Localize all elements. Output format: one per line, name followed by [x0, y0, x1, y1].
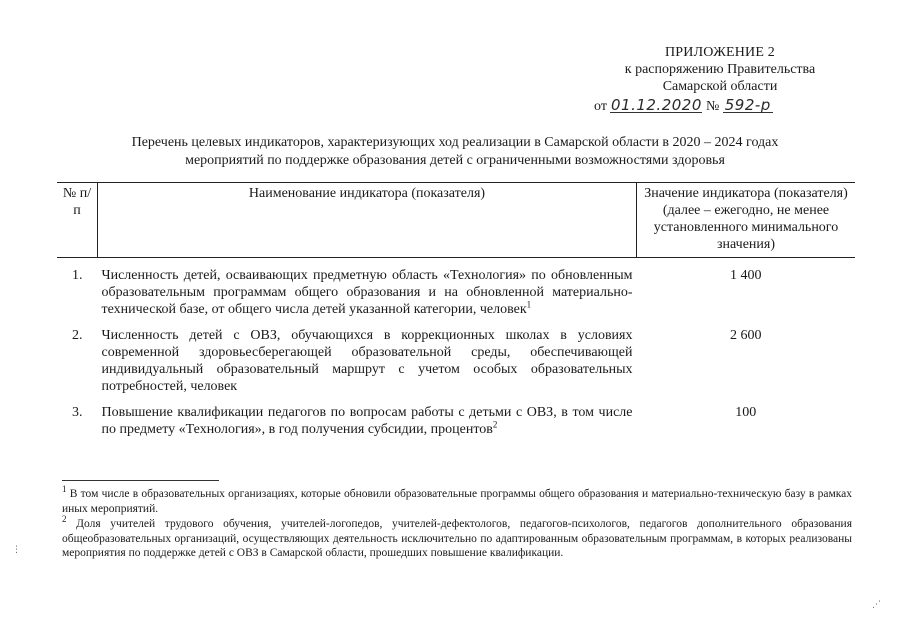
date-prefix: от [594, 99, 607, 114]
indicators-table [57, 182, 855, 447]
table-row [57, 327, 855, 404]
appendix-title: ПРИЛОЖЕНИЕ 2 [664, 45, 776, 60]
row-num: 3. [72, 405, 83, 420]
table-header-row [57, 183, 855, 258]
footnote-2 [62, 514, 852, 561]
scan-corner-mark: ⋰ [872, 600, 881, 610]
scan-margin-mark: ⋮ [12, 545, 21, 555]
row-num: 2. [72, 328, 83, 343]
row-name [98, 327, 637, 404]
row-value: 1 400 [730, 268, 762, 283]
header-name: Наименование индикатора (показателя) [98, 183, 637, 258]
footnote-text: Доля учителей трудового обучения, учителей-логопедов, учителей-дефектологов, педагогов-психологов, педагогов дополнительного образования общеобразовательных организаций, осуществляющих деятельность исключительно по адаптированным образовательным программам, в которых реализованы мероприятия по поддержке детей с ОВЗ в Самарской области, прошедших повышение квалификации. [62, 518, 852, 559]
header-num: № п/п [57, 183, 98, 258]
number-prefix: № [705, 99, 720, 114]
footnote-ref: 1 [526, 299, 532, 310]
row-value: 2 600 [730, 328, 762, 343]
appendix-line2: Самарской области [662, 79, 778, 94]
document-title-line2: мероприятий по поддержке образования детей с ограниченными возможностями здоровья [185, 153, 725, 168]
handwritten-number: 592-р [724, 96, 771, 114]
footnote-separator [62, 480, 219, 481]
footnote-ref: 2 [492, 419, 498, 430]
footnote-text: В том числе в образовательных организациях, которые обновили образовательные программы общего образования и материально-техническую базу в рамках иных мероприятий. [62, 488, 852, 515]
row-name [98, 404, 637, 447]
footnote-marker: 1 [62, 484, 67, 495]
document-title [60, 134, 850, 170]
row-name-text: Численность детей с ОВЗ, обучающихся в коррекционных школах в условиях современной здоровьесберегающей образовательной среды, обеспечивающей индивидуальный образовательный маршрут с учетом особых образовательных потребностей, человек [101, 328, 633, 394]
header-value: Значение индикатора (показателя) (далее – ежегодно, не менее установленного минимального значения) [637, 183, 856, 258]
table-row [57, 258, 855, 328]
footnote-marker: 2 [62, 514, 67, 525]
appendix-line1: к распоряжению Правительства [624, 62, 816, 77]
handwritten-date: 01.12.2020 [610, 96, 702, 114]
footnote-1 [62, 484, 852, 516]
row-num: 1. [72, 268, 83, 283]
row-name-text: Повышение квалификации педагогов по вопросам работы с детьми с ОВЗ, в том числе по предмету «Технология», в год получения субсидии, процентов [101, 405, 633, 437]
table-row [57, 404, 855, 447]
appendix-header [590, 44, 850, 114]
row-name [98, 258, 637, 328]
row-name-text: Численность детей, осваивающих предметную область «Технология» по обновленным образовательным программам общего образования и на обновленной материально-технической базе, от общего числа детей указанной категории, человек [101, 268, 633, 317]
appendix-dateline [594, 98, 834, 115]
document-title-line1: Перечень целевых индикаторов, характеризующих ход реализации в Самарской области в 2020 – 2024 годах [131, 135, 779, 150]
row-value: 100 [735, 405, 757, 420]
